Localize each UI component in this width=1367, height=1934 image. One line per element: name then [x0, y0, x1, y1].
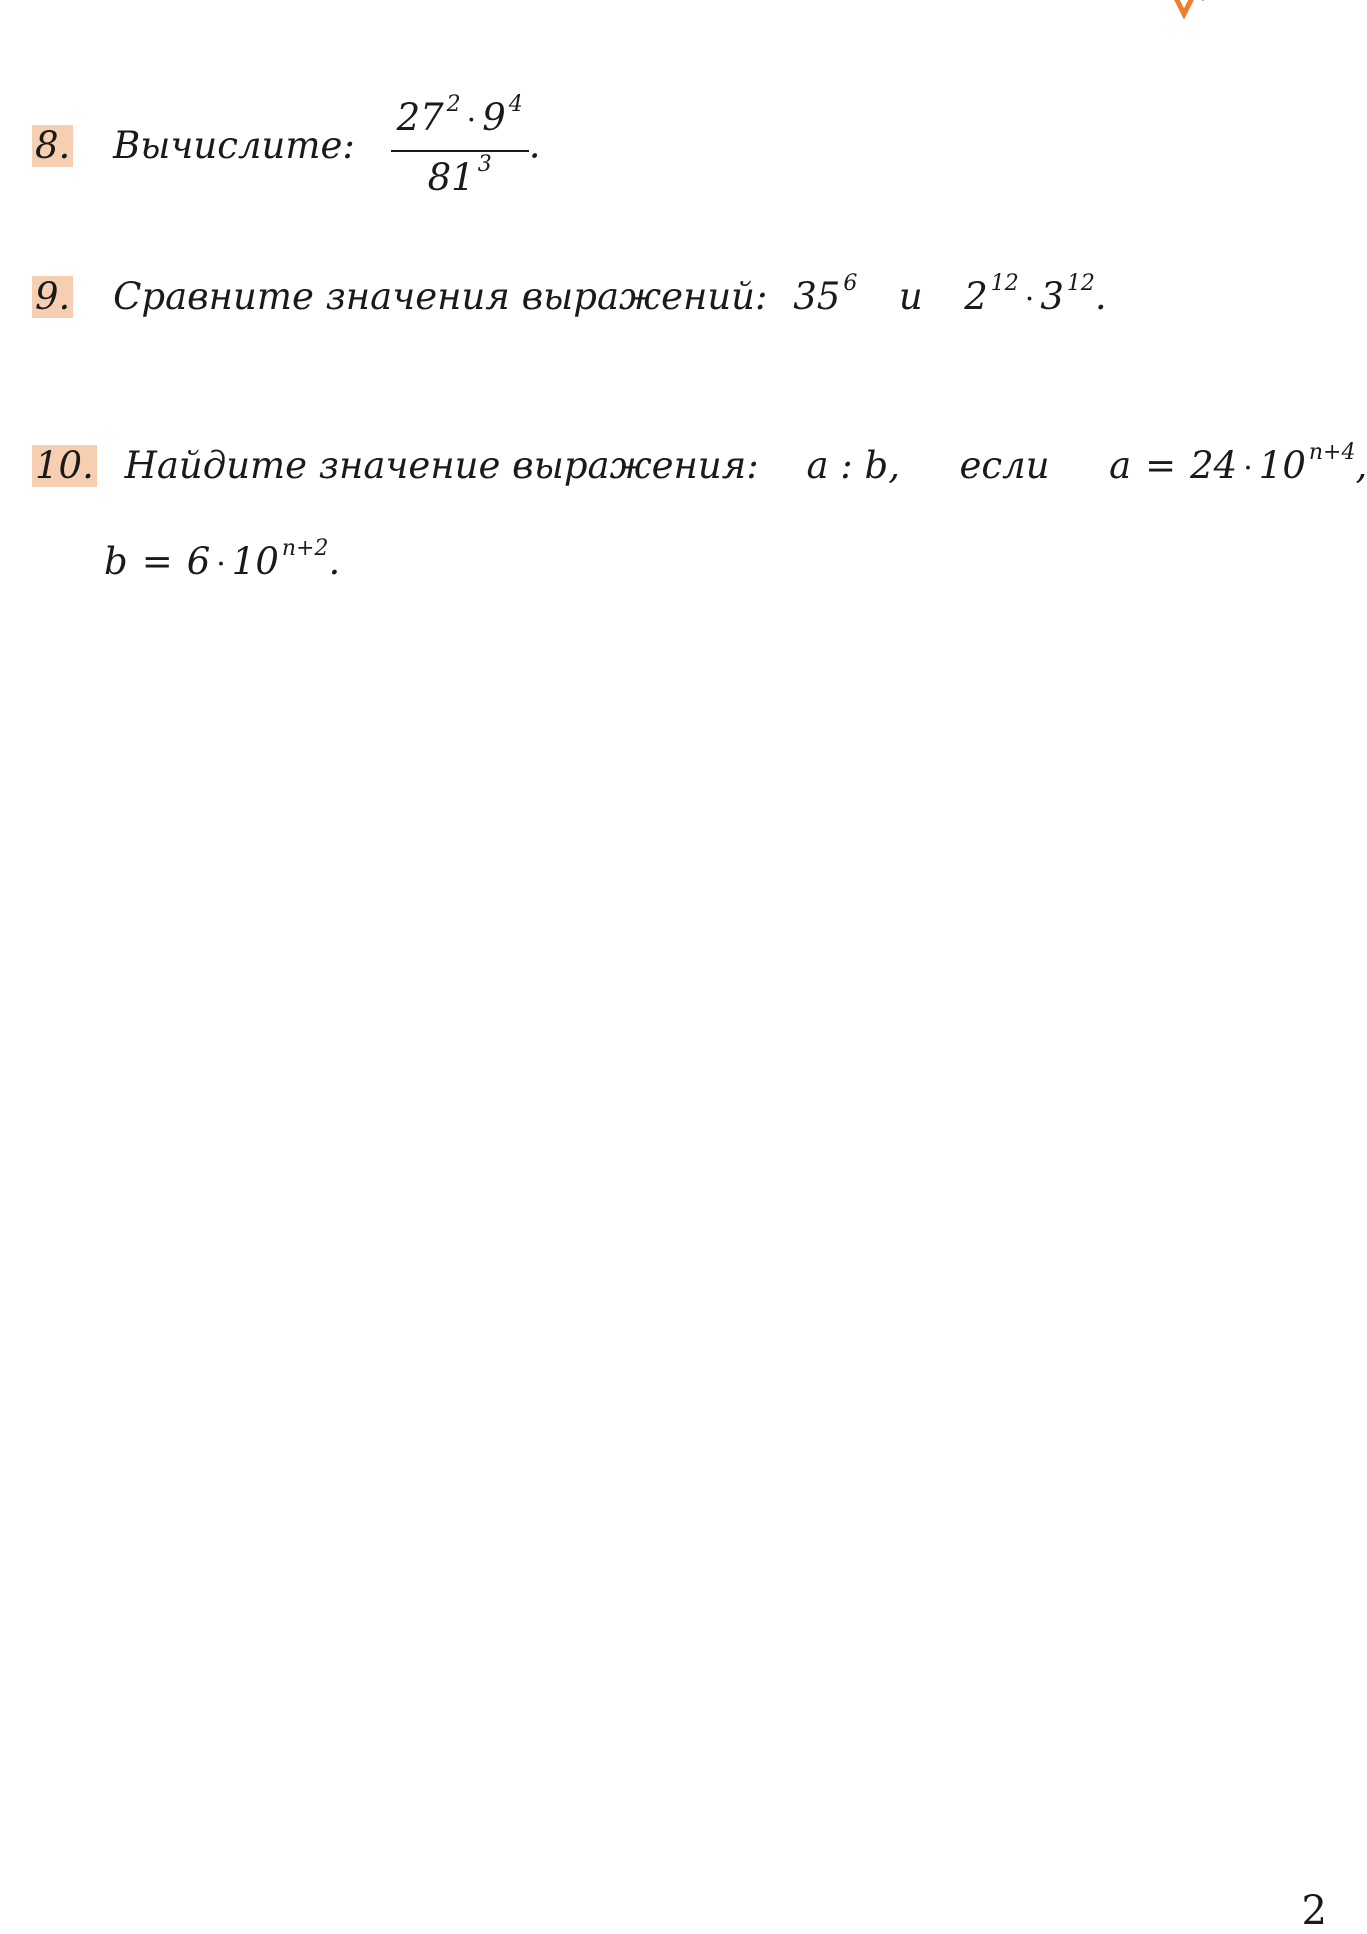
fraction-denominator: 81 $^3$ [427, 152, 492, 199]
expression-2: 2 $^{12}$ · 3 $^{12}$ [964, 271, 1095, 318]
problem-number: 8. [32, 125, 73, 167]
expression-ratio: a : b, [806, 444, 900, 487]
page-number: 2 [1301, 1888, 1327, 1934]
expression-1: 35 $^6$ [793, 271, 858, 318]
problem-number: 9. [32, 276, 73, 318]
conjunction: и [898, 275, 923, 318]
problem-text: Сравните значения выражений: [113, 275, 768, 318]
problem-number: 10. [32, 445, 97, 487]
logo-icon [1168, 0, 1208, 18]
a-definition: a = 24 · 10 $^{n+4}$, [1109, 440, 1367, 487]
fraction [391, 92, 529, 208]
fraction-numerator: 27 $^2$ · 9 $^4$ [391, 96, 529, 152]
b-definition: b = 6 · 10 $^{n+2}$. [104, 536, 341, 583]
problem-8 [32, 92, 541, 204]
condition-word: если [959, 444, 1050, 487]
problem-text: Найдите значение выражения: [124, 444, 759, 487]
problem-text: Вычислите: [113, 123, 355, 167]
end-period: . [528, 123, 541, 167]
problem-10-continued [104, 536, 341, 583]
end-period: . [1094, 275, 1107, 318]
problem-10 [32, 440, 1367, 487]
problem-9 [32, 271, 1107, 318]
